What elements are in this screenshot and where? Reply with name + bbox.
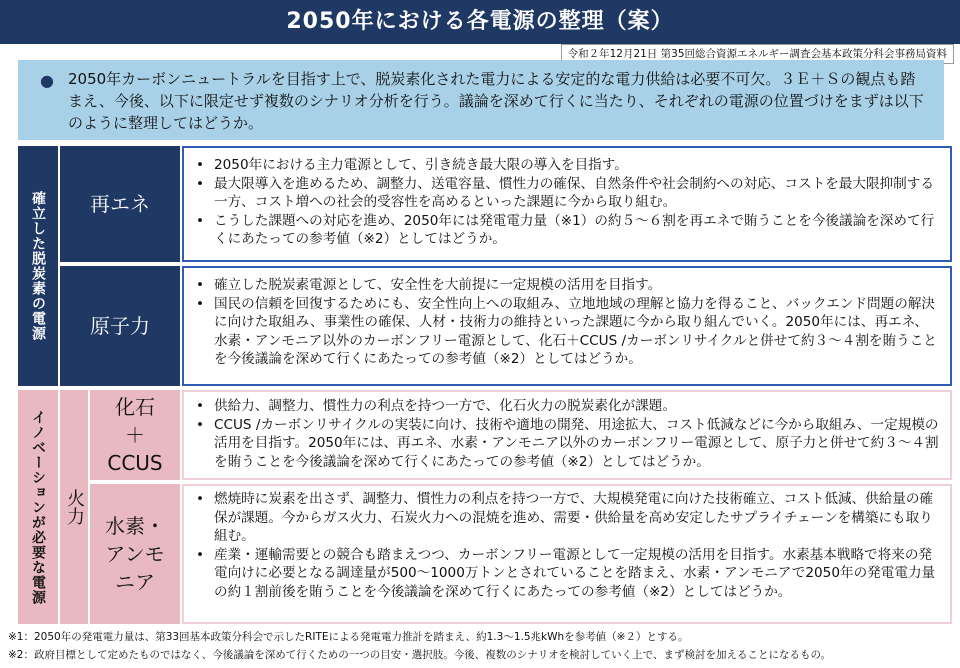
footnote-2: ※2：政府目標として定めたものではなく、今後議論を深めて行くための一つの目安・選択肢。今後、複数のシナリオを検討していく上で、まず検討を加えることになるもの。 <box>8 649 832 661</box>
label-line: ニア <box>115 570 155 594</box>
bullet-item: • 2050年における主力電源として、引き続き最大限の導入を目指す。 <box>188 156 940 175</box>
label-line: 水素・ <box>105 514 165 538</box>
bullet-item: • 最大限導入を進めるため、調整力、送電容量、慣性力の確保、自然条件や社会制約への対応、コストを最大限抑制する一方、コスト増への社会的受容性を高めるといった課題に今から取り組む。 <box>188 175 940 212</box>
bullet-item: • こうした課題への対応を進め、2050年には発電電力量（※1）の約５～６割を再エネで賄うことを今後議論を深めて行くにあたっての参考値（※2）としてはどうか。 <box>188 212 940 249</box>
bullet-item: • 確立した脱炭素電源として、安全性を大前提に一定規模の活用を目指す。 <box>188 276 940 295</box>
content-renewables <box>182 146 952 262</box>
bullet-icon: ● <box>40 71 54 90</box>
content-nuclear <box>182 266 952 386</box>
source-label-renewables: 再エネ <box>60 146 180 262</box>
label-line: CCUS <box>107 451 163 475</box>
bullet-item: • 国民の信頼を回復するためにも、安全性向上への取組み、立地地域の理解と協力を得ること、バックエンド問題の解決に向けた取組み、事業性の確保、人材・技術力の維持といった課題に今から取り組んでいく。2050年には、再エネ、水素・アンモニア以外のカーボンフリー電源として、化石＋CCUS /カーボンリサイクルと併せて約３～４割を賄うことを今後議論を深めて行くにあたっての参考値（※2）としてはどうか。 <box>188 295 940 369</box>
source-label-hydrogen-ammonia <box>90 484 180 624</box>
page-title: 2050年における各電源の整理（案） <box>0 0 960 44</box>
bullet-item: • 産業・運輸需要との競合も踏まえつつ、カーボンフリー電源として一定規模の活用を目指す。水素基本戦略で将来の発電向けに必要となる調達量が500～1000万トンとされていることを踏まえ、水素・アンモニアで2050年の発電電力量の約１割前後を賄うことを今後議論を深めて行くにあたっての参考値（※2）としてはどうか。 <box>188 546 940 602</box>
bullet-item: • 燃焼時に炭素を出さず、調整力、慣性力の利点を持つ一方で、大規模発電に向けた技術確立、コスト低減、供給量の確保が課題。今からガス火力、石炭火力への混焼を進め、需要・供給量を高め安定したサプライチェーンを構築にも取り組む。 <box>188 490 940 546</box>
label-line: アンモ <box>105 542 165 566</box>
group-label-innovation: イノベーションが必要な電源 <box>18 390 58 624</box>
bullet-item: • CCUS /カーボンリサイクルの実装に向け、技術や適地の開発、用途拡大、コスト低減などに今から取組み、一定規模の活用を目指す。2050年には、再エネ、水素・アンモニア以外のカーボンフリー電源として、原子力と併せて約３～４割を賄うことを今後議論を深めて行くにあたっての参考値（※2）としてはどうか。 <box>188 416 940 472</box>
thermal-label: 火力 <box>60 390 88 624</box>
source-label-fossil-ccus <box>90 390 180 480</box>
summary-box <box>18 60 944 140</box>
source-note: 令和２年12月21日 第35回総合資源エネルギー調査会基本政策分科会事務局資料 <box>561 44 954 64</box>
content-fossil-ccus <box>182 390 952 480</box>
source-label-nuclear: 原子力 <box>60 266 180 386</box>
footnote-1: ※1：2050年の発電電力量は、第33回基本政策分科会で示したRITEによる発電電力推計を踏まえ、約1.3～1.5兆kWhを参考値（※２）とする。 <box>8 631 689 643</box>
label-line: 化石 <box>115 395 155 419</box>
group-label-established: 確立した脱炭素の電源 <box>18 146 58 386</box>
bullet-item: • 供給力、調整力、慣性力の利点を持つ一方で、化石火力の脱炭素化が課題。 <box>188 397 940 416</box>
summary-text: 2050年カーボンニュートラルを目指す上で、脱炭素化された電力による安定的な電力供給は必要不可欠。３Ｅ＋Ｓの観点も踏まえ、今後、以下に限定せず複数のシナリオ分析を行う。議論を深めて行くに当たり、それぞれの電源の位置づけをまずは以下のように整理してはどうか。 <box>68 70 924 132</box>
label-line: ＋ <box>125 423 145 447</box>
content-hydrogen-ammonia <box>182 484 952 624</box>
